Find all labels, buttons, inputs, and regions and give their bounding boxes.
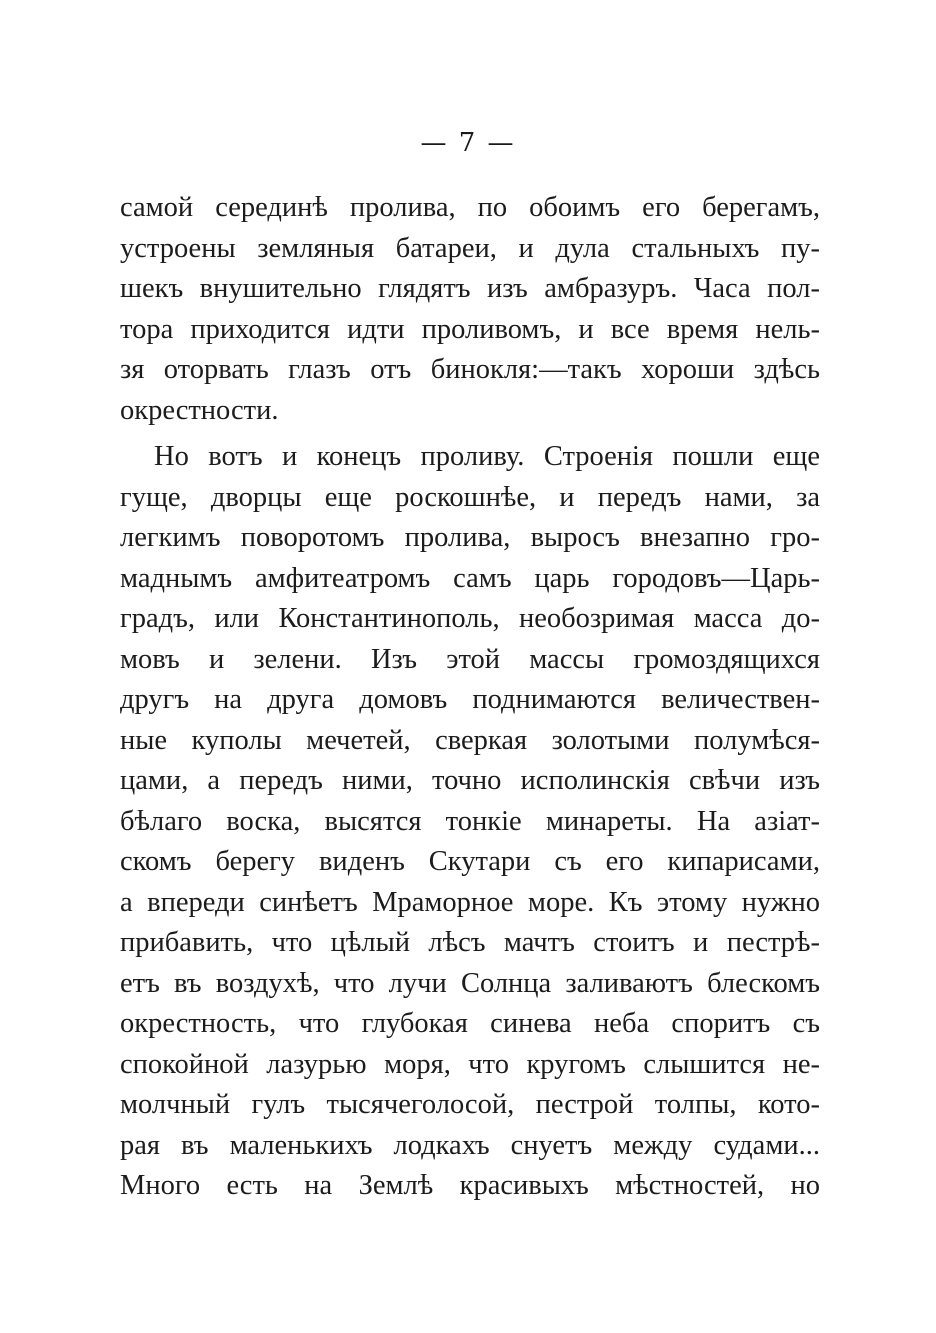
text-line: а впереди синѣетъ Мраморное море. Къ этому нужно [120,886,820,918]
text-line: шекъ внушительно глядятъ изъ амбразуръ. Часа пол- [120,273,820,304]
text-line: самой серединѣ пролива, по обоимъ его берегамъ, [120,192,820,223]
body-text [120,188,820,1207]
text-line: маднымъ амфитеатромъ самъ царь городовъ—Царь- [120,562,820,594]
text-line: етъ въ воздухѣ, что лучи Солнца заливаютъ блескомъ [120,967,820,999]
text-line: гуще, дворцы еще роскошнѣе, и передъ нами, за [120,481,820,513]
text-line: окрестности. [120,394,279,426]
page-number: — 7 — [420,128,516,158]
text-line: бѣлаго воска, высятся тонкіе минареты. На азіат- [120,805,820,837]
text-line: другъ на друга домовъ поднимаются величествен- [120,684,820,715]
text-line: тора приходится идти проливомъ, и все время нель- [120,313,820,345]
paragraph-1 [120,188,820,431]
text-line: молчный гулъ тысячеголосой, пестрой толпы, кото- [120,1089,820,1120]
text-line: зя оторвать глазъ отъ бинокля:—такъ хороши здѣсь [120,354,820,385]
text-line: устроены земляныя батареи, и дула стальныхъ пу- [120,232,820,264]
text-line: легкимъ поворотомъ пролива, выросъ внезапно гро- [120,522,820,553]
text-line: цами, а передъ ними, точно исполинскія свѣчи изъ [120,765,820,796]
text-line: спокойной лазурью моря, что кругомъ слышится не- [120,1048,820,1080]
text-line: градъ, или Константинополь, необозримая масса до- [120,603,820,634]
text-line: скомъ берегу виденъ Скутари съ его кипарисами, [120,846,820,877]
text-line: окрестность, что глубокая синева неба споритъ съ [120,1008,820,1039]
text-line: мовъ и зелени. Изъ этой массы громоздящихся [120,643,820,675]
text-line: прибавить, что цѣлый лѣсъ мачтъ стоитъ и пестрѣ- [120,927,820,958]
text-line: рая въ маленькихъ лодкахъ снуетъ между судами... [120,1129,820,1161]
text-line: Много есть на Землѣ красивыхъ мѣстностей, но [120,1170,820,1201]
text-line: ные куполы мечетей, сверкая золотыми полумѣся- [120,724,820,756]
text-line: Но вотъ и конецъ проливу. Строенія пошли еще [154,441,820,472]
paragraph-2 [120,437,820,1207]
